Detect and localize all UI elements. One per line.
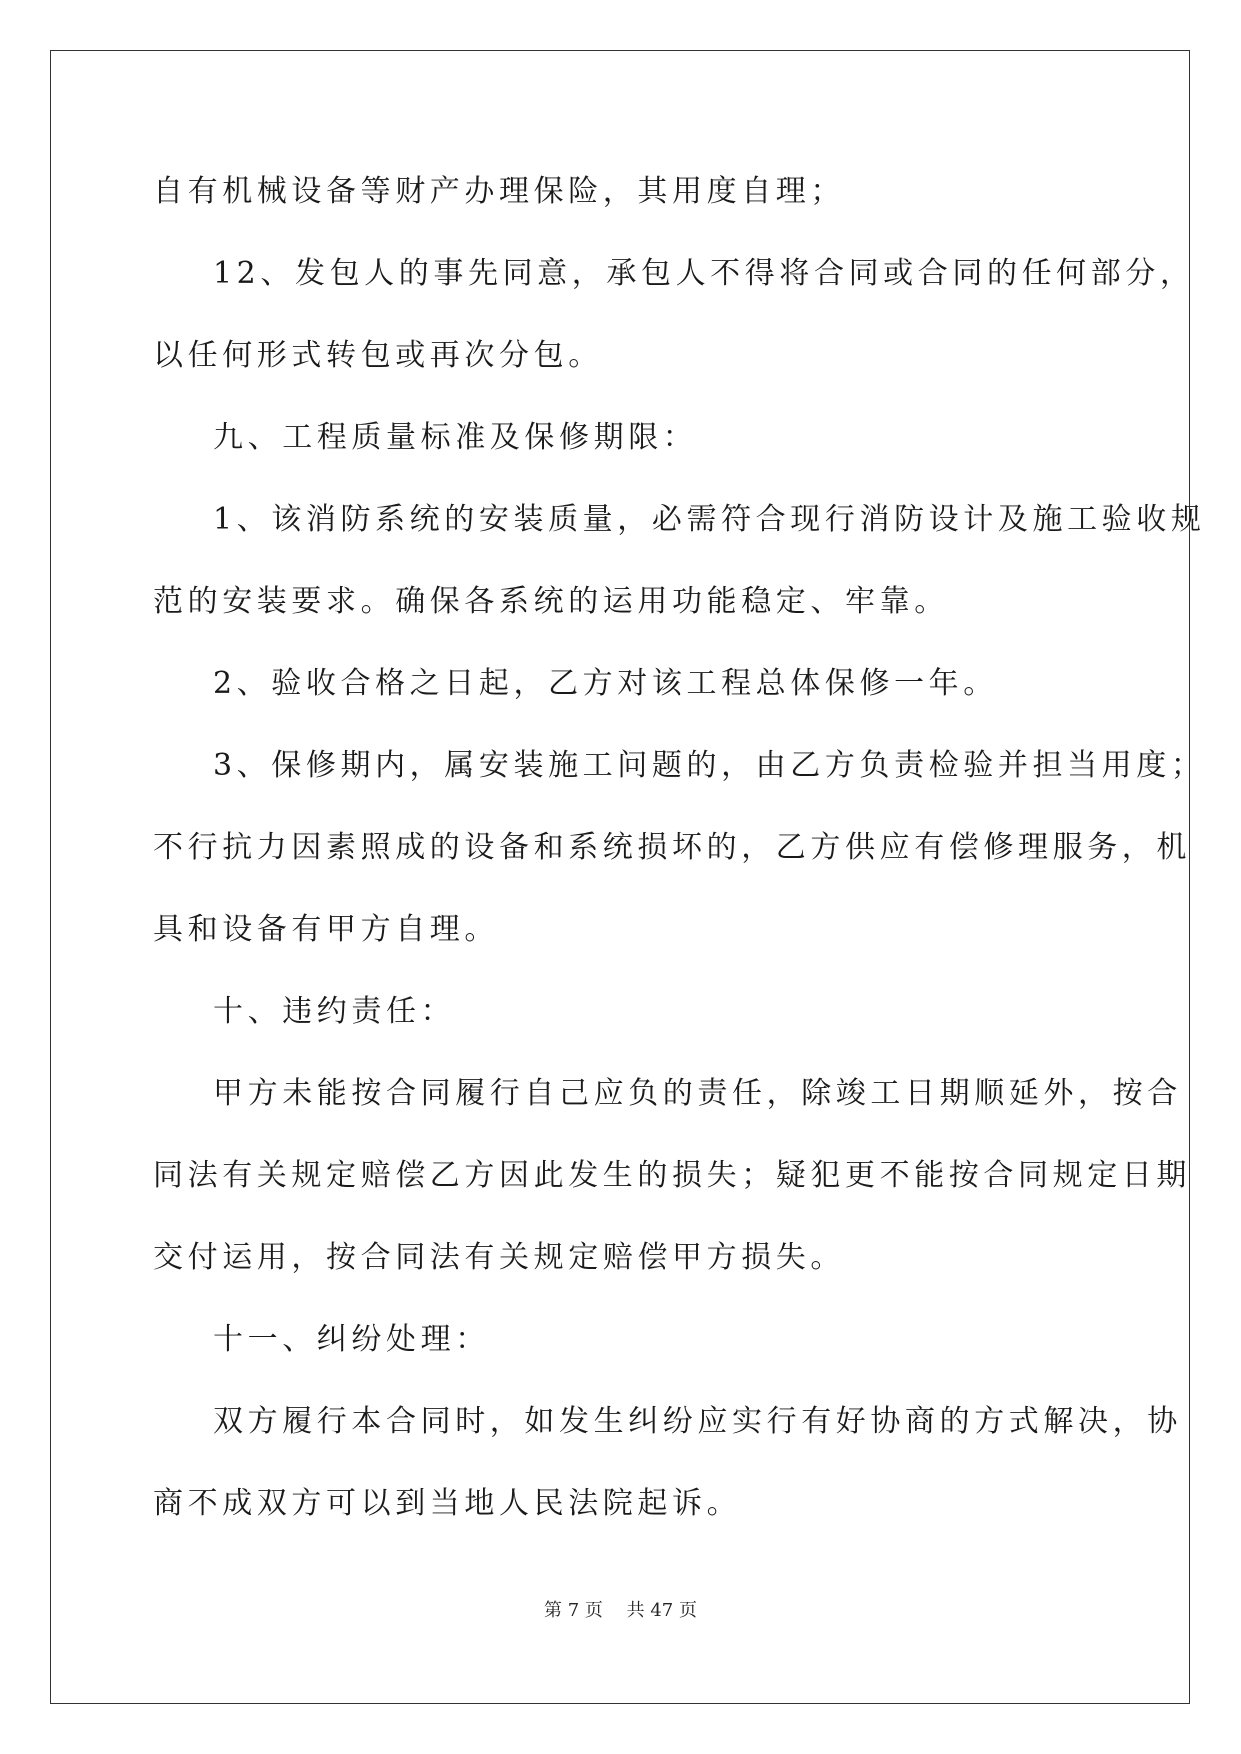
body-text-line: 交付运用，按合同法有关规定赔偿甲方损失。 xyxy=(153,1240,845,1275)
body-text-line: 甲方未能按合同履行自己应负的责任，除竣工日期顺延外，按合 xyxy=(213,1076,1182,1111)
body-text-line: 自有机械设备等财产办理保险，其用度自理； xyxy=(153,174,845,209)
body-text-line: 范的安装要求。确保各系统的运用功能稳定、牢靠。 xyxy=(153,584,949,619)
page-border xyxy=(50,50,1190,1704)
body-text-line: 双方履行本合同时，如发生纠纷应实行有好协商的方式解决，协 xyxy=(213,1404,1182,1439)
section-heading: 九、工程质量标准及保修期限： xyxy=(213,420,698,455)
body-text-line: 商不成双方可以到当地人民法院起诉。 xyxy=(153,1486,742,1521)
section-heading: 十、违约责任： xyxy=(213,994,456,1029)
body-text-line: 具和设备有甲方自理。 xyxy=(153,912,499,947)
body-text-line: 同法有关规定赔偿乙方因此发生的损失；疑犯更不能按合同规定日期 xyxy=(153,1158,1191,1193)
section-heading: 十一、纠纷处理： xyxy=(213,1322,490,1357)
body-text-line: 2、验收合格之日起，乙方对该工程总体保修一年。 xyxy=(213,666,998,701)
body-text-line: 不行抗力因素照成的设备和系统损坏的，乙方供应有偿修理服务，机 xyxy=(153,830,1191,865)
body-text-line: 以任何形式转包或再次分包。 xyxy=(153,338,603,373)
page-number-footer: 第 7 页 共 47 页 xyxy=(544,1600,697,1621)
body-text-line: 12、发包人的事先同意，承包人不得将合同或合同的任何部分， xyxy=(213,256,1195,291)
body-text-line: 3、保修期内，属安装施工问题的，由乙方负责检验并担当用度； xyxy=(213,748,1206,783)
body-text-line: 1、该消防系统的安装质量，必需符合现行消防设计及施工验收规 xyxy=(213,502,1206,537)
